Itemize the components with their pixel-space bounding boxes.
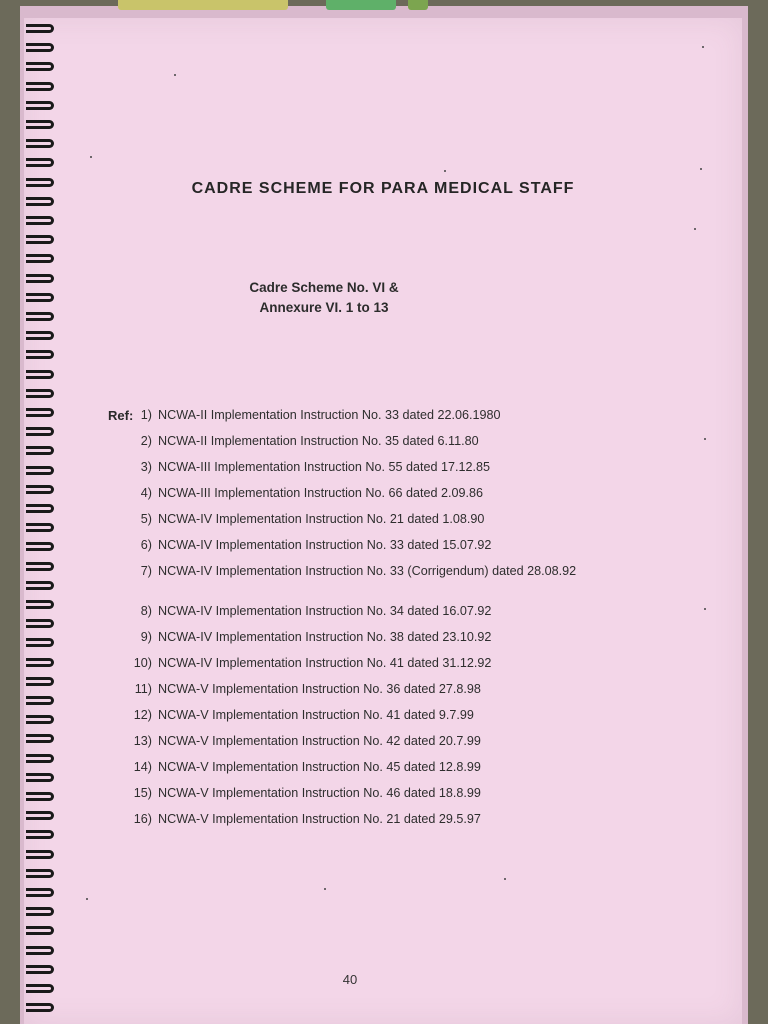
binding-ring <box>26 408 54 417</box>
speck <box>704 438 706 440</box>
speck <box>702 46 704 48</box>
speck <box>324 888 326 890</box>
ref-number: 12) <box>133 708 152 722</box>
ref-text: NCWA-V Implementation Instruction No. 21 dated 29.5.97 <box>158 812 481 826</box>
binding-ring <box>26 504 54 513</box>
binding-ring <box>26 696 54 705</box>
binding-ring <box>26 139 54 148</box>
ref-number: 1) <box>140 408 152 422</box>
binding-ring <box>26 62 54 71</box>
ref-text: NCWA-IV Implementation Instruction No. 38 dated 23.10.92 <box>158 630 492 644</box>
binding-ring <box>26 581 54 590</box>
binding-ring <box>26 293 54 302</box>
binding-ring <box>26 754 54 763</box>
binding-ring <box>26 715 54 724</box>
binding-ring <box>26 446 54 455</box>
ref-text: NCWA-III Implementation Instruction No. 66 dated 2.09.86 <box>158 486 484 500</box>
binding-ring <box>26 427 54 436</box>
binding-ring <box>26 82 54 91</box>
binding-ring <box>26 178 54 187</box>
document-page <box>24 18 742 1024</box>
binding-ring <box>26 638 54 647</box>
binding-ring <box>26 370 54 379</box>
list-item <box>124 512 624 526</box>
binding-ring <box>26 24 54 33</box>
ref-text: NCWA-V Implementation Instruction No. 45 dated 12.8.99 <box>158 760 481 774</box>
document-title: CADRE SCHEME FOR PARA MEDICAL STAFF <box>191 180 575 197</box>
binding-ring <box>26 830 54 839</box>
ref-text: NCWA-IV Implementation Instruction No. 34 dated 16.07.92 <box>158 604 492 618</box>
ref-number: 16) <box>133 812 152 826</box>
list-item <box>124 786 624 800</box>
binding-ring <box>26 197 54 206</box>
ref-text: NCWA-IV Implementation Instruction No. 33 dated 15.07.92 <box>158 538 492 552</box>
tab-green <box>326 0 396 10</box>
list-item <box>124 656 624 670</box>
binding-ring <box>26 850 54 859</box>
speck <box>174 74 176 76</box>
list-item <box>124 682 624 696</box>
ref-number: 8) <box>140 604 152 618</box>
list-item <box>124 460 624 474</box>
list-item <box>124 734 624 748</box>
binding-ring <box>26 811 54 820</box>
binding-ring <box>26 984 54 993</box>
ref-number: 10) <box>133 656 152 670</box>
binding-ring <box>26 235 54 244</box>
speck <box>90 156 92 158</box>
ref-number: 9) <box>140 630 152 644</box>
list-item <box>124 434 624 448</box>
binding-ring <box>26 312 54 321</box>
binding-ring <box>26 466 54 475</box>
binding-ring <box>26 869 54 878</box>
spiral-binding <box>0 24 52 1024</box>
ref-text: NCWA-V Implementation Instruction No. 42 dated 20.7.99 <box>158 734 481 748</box>
binding-ring <box>26 331 54 340</box>
ref-number: 11) <box>134 682 152 696</box>
list-item <box>124 630 624 644</box>
ref-text: NCWA-III Implementation Instruction No. 55 dated 17.12.85 <box>158 460 491 474</box>
ref-number: 15) <box>133 786 152 800</box>
binding-ring <box>26 562 54 571</box>
binding-ring <box>26 658 54 667</box>
tab-green-small <box>408 0 428 10</box>
ref-number: 3) <box>140 460 152 474</box>
binding-ring <box>26 43 54 52</box>
binding-ring <box>26 965 54 974</box>
binding-ring <box>26 350 54 359</box>
ref-number: 6) <box>140 538 152 552</box>
subtitle-line-2: Annexure VI. 1 to 13 <box>259 300 389 315</box>
binding-ring <box>26 926 54 935</box>
binding-ring <box>26 946 54 955</box>
binding-ring <box>26 101 54 110</box>
ref-number: 14) <box>133 760 152 774</box>
binding-ring <box>26 600 54 609</box>
ref-text: NCWA-II Implementation Instruction No. 33 dated 22.06.1980 <box>158 408 501 422</box>
ref-number: 13) <box>133 734 152 748</box>
ref-number: 4) <box>140 486 152 500</box>
speck <box>86 898 88 900</box>
list-item <box>124 812 624 826</box>
list-item <box>124 564 624 578</box>
binding-ring <box>26 773 54 782</box>
speck <box>700 168 702 170</box>
list-item <box>124 486 624 500</box>
page-number: 40 <box>342 972 358 987</box>
list-item <box>124 760 624 774</box>
ref-text: NCWA-V Implementation Instruction No. 41 dated 9.7.99 <box>158 708 474 722</box>
speck <box>504 878 506 880</box>
binding-ring <box>26 792 54 801</box>
list-item <box>124 708 624 722</box>
binding-ring <box>26 389 54 398</box>
binding-ring <box>26 120 54 129</box>
ref-text: NCWA-IV Implementation Instruction No. 21 dated 1.08.90 <box>158 512 485 526</box>
speck <box>694 228 696 230</box>
ref-text: NCWA-V Implementation Instruction No. 46 dated 18.8.99 <box>158 786 481 800</box>
binding-ring <box>26 158 54 167</box>
ref-number: 5) <box>140 512 152 526</box>
binding-ring <box>26 677 54 686</box>
binding-ring <box>26 1003 54 1012</box>
ref-text: NCWA-V Implementation Instruction No. 36 dated 27.8.98 <box>158 682 481 696</box>
binding-ring <box>26 216 54 225</box>
list-item <box>124 408 624 422</box>
binding-ring <box>26 734 54 743</box>
ref-text: NCWA-IV Implementation Instruction No. 33 (Corrigendum) dated 28.08.92 <box>158 564 577 578</box>
ref-label: Ref: <box>108 408 134 423</box>
binding-ring <box>26 523 54 532</box>
subtitle-line-1: Cadre Scheme No. VI & <box>249 280 399 295</box>
binding-ring <box>26 485 54 494</box>
binding-ring <box>26 888 54 897</box>
ref-text: NCWA-II Implementation Instruction No. 35 dated 6.11.80 <box>158 434 479 448</box>
binding-ring <box>26 274 54 283</box>
ref-text: NCWA-IV Implementation Instruction No. 41 dated 31.12.92 <box>158 656 492 670</box>
list-item <box>124 604 624 618</box>
list-item <box>124 538 624 552</box>
ref-number: 2) <box>140 434 152 448</box>
binding-ring <box>26 542 54 551</box>
binding-ring <box>26 907 54 916</box>
tab-yellow <box>118 0 288 10</box>
speck <box>704 608 706 610</box>
binding-ring <box>26 254 54 263</box>
ref-number: 7) <box>140 564 152 578</box>
speck <box>444 170 446 172</box>
binding-ring <box>26 619 54 628</box>
